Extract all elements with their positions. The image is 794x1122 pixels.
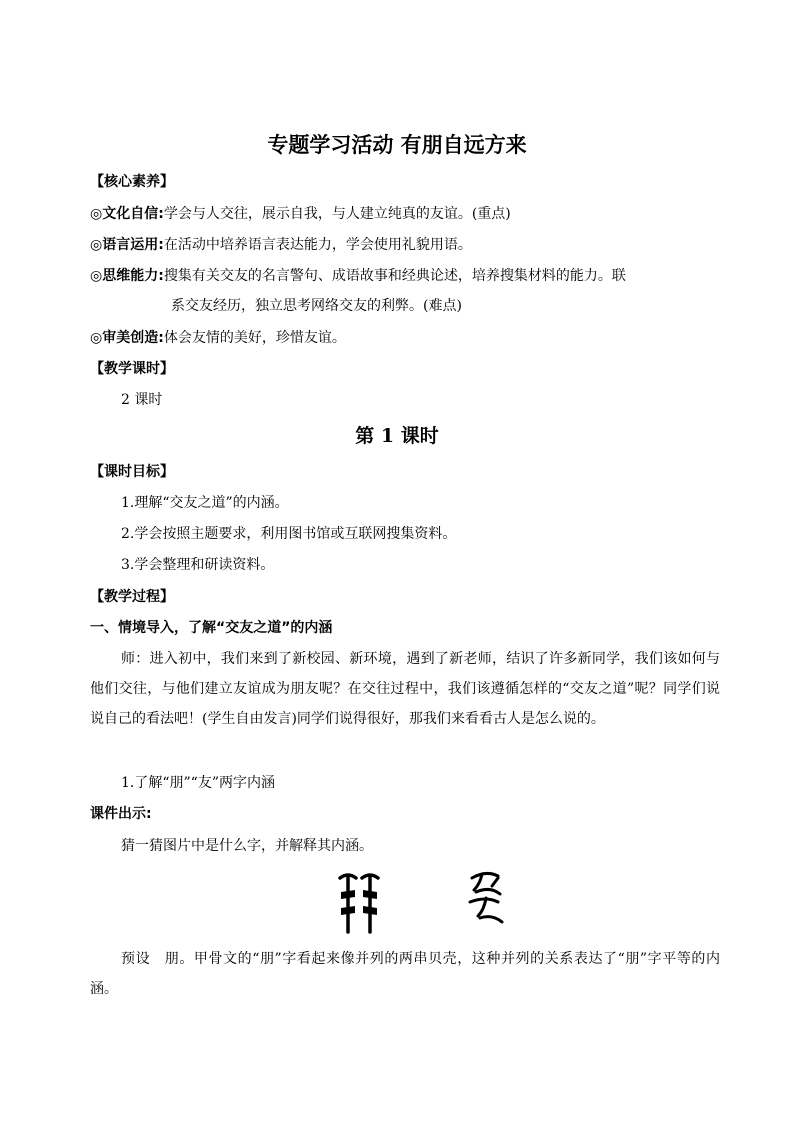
oracle-peng-glyph-image (336, 868, 384, 936)
oracle-you-glyph-image (462, 868, 510, 930)
preset-paragraph: 预设 朋。甲骨文的“朋”字看起来像并列的两串贝壳，这种并列的关系表达了“朋”字平等的内涵。 (90, 951, 720, 997)
subsection-heading: 1.了解“朋”“友”两字内涵 (121, 775, 275, 791)
core-text: 搜集有关交友的名言警句、成语故事和经典论述，培养搜集材料的能力。联 (163, 268, 626, 284)
teacher-paragraph: 师：进入初中，我们来到了新校园、新环境，遇到了新老师，结识了许多新同学，我们该如何与他们交往，与他们建立友谊成为朋友呢？在交往过程中，我们该遵循怎样的“交友之道”呢？同学们说说自己的看法吧！(学生自由发言)同学们说得很好，那我们来看看古人是怎么说的。 (90, 651, 720, 727)
goal-item: 2.学会按照主题要求，利用图书馆或互联网搜集资料。 (121, 526, 457, 542)
core-label: ◎文化自信: (90, 206, 164, 222)
core-heading: 【核心素养】 (90, 174, 174, 190)
core-text-continued: 系交友经历，独立思考网络交友的利弊。(难点) (171, 298, 462, 314)
core-text: 学会与人交往，展示自我，与人建立纯真的友谊。(重点) (163, 206, 511, 222)
section-heading: 一、情境导入，了解“交友之道”的内涵 (90, 620, 333, 636)
core-item-thinking (90, 266, 626, 286)
core-item-language (90, 235, 472, 255)
core-text: 在活动中培养语言表达能力，学会使用礼貌用语。 (163, 237, 472, 253)
page-title: 专题学习活动 有朋自远方来 (267, 132, 527, 157)
core-text: 体会友情的美好，珍惜友谊。 (163, 330, 346, 346)
goal-item: 1.理解“交友之道”的内涵。 (121, 495, 289, 511)
core-item-aesthetic (90, 328, 346, 348)
goal-item: 3.学会整理和研读资料。 (121, 557, 275, 573)
core-label: ◎语言运用: (90, 237, 164, 253)
process-heading: 【教学过程】 (90, 589, 174, 605)
lesson-title: 第 1 课时 (355, 425, 439, 447)
courseware-label: 课件出示: (90, 806, 152, 822)
guess-prompt: 猜一猜图片中是什么字，并解释其内涵。 (121, 838, 373, 854)
hours-value: 2 课时 (121, 392, 163, 408)
hours-heading: 【教学课时】 (90, 361, 174, 377)
core-label: ◎思维能力: (90, 268, 164, 284)
goals-heading: 【课时目标】 (90, 464, 174, 480)
core-label: ◎审美创造: (90, 330, 164, 346)
core-item-culture (90, 204, 511, 224)
